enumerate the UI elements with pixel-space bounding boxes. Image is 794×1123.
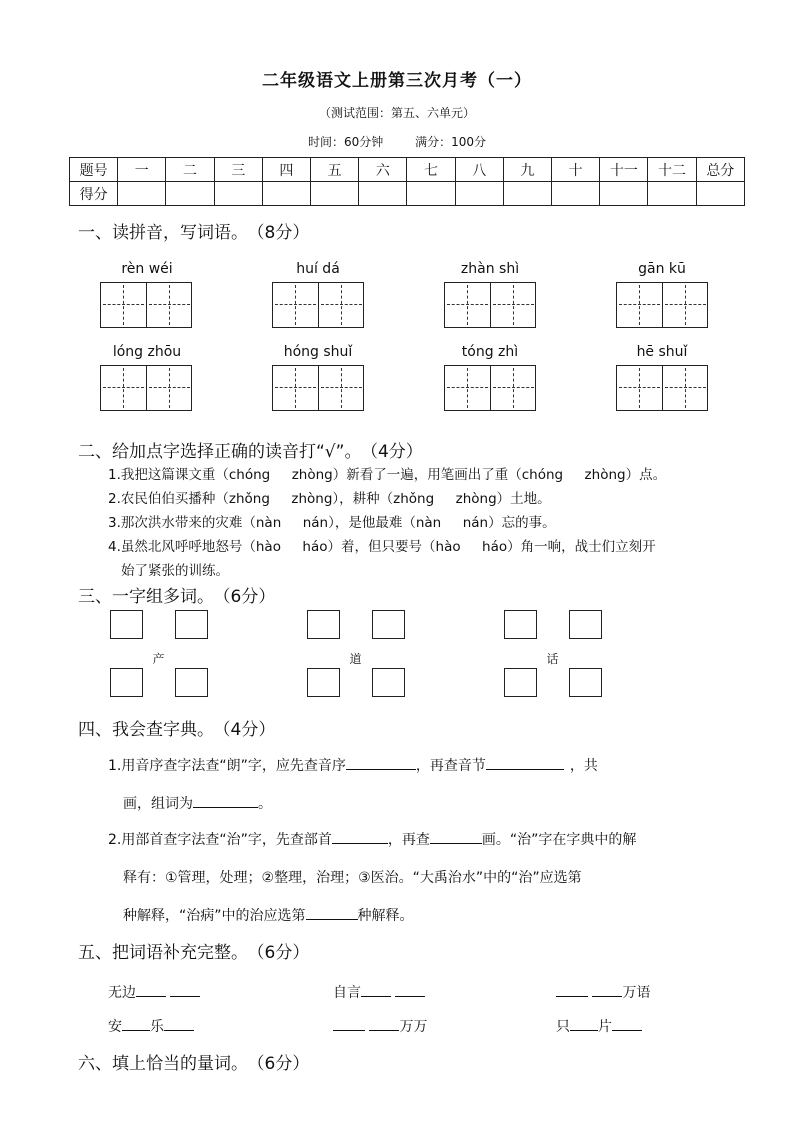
score-cell[interactable] [359, 182, 407, 206]
section-4-points: （4分） [222, 720, 276, 740]
question-text: 画，组词为 [123, 796, 193, 812]
tianzige-writing-box[interactable] [616, 365, 708, 411]
score-header-cell: 六 [359, 158, 407, 182]
answer-blank[interactable] [361, 982, 391, 997]
idiom-fill-item [108, 982, 200, 1002]
section-6-points: （6分） [256, 1054, 310, 1074]
score-header-cell: 十一 [600, 158, 648, 182]
pinyin-label: hóng shuǐ [283, 344, 353, 360]
score-header-cell: 七 [407, 158, 455, 182]
question-text: 。 [258, 796, 272, 812]
score-header-cell: 二 [166, 158, 214, 182]
question-item: 3.那次洪水带来的灾难（nàn nán），是他最难（nàn nán）忘的事。 [108, 515, 556, 531]
score-cell[interactable] [503, 182, 551, 206]
answer-blank[interactable] [332, 829, 388, 844]
answer-blank[interactable] [612, 1016, 642, 1031]
word-blank-box[interactable] [569, 610, 602, 639]
score-header-row [70, 158, 745, 182]
answer-blank[interactable] [122, 1016, 150, 1031]
idiom-text: 自言 [333, 985, 361, 1001]
score-cell[interactable] [407, 182, 455, 206]
score-header-cell: 八 [455, 158, 503, 182]
word-blank-box[interactable] [110, 610, 143, 639]
question-item: 2.农民伯伯买播种（zhǒng zhòng），耕种（zhǒng zhòng）土地。 [108, 491, 551, 507]
word-blank-box[interactable] [372, 610, 405, 639]
time-score-info [0, 133, 794, 150]
tianzige-writing-box[interactable] [272, 282, 364, 328]
score-header-cell: 九 [503, 158, 551, 182]
question-text: 画。“治”字在字典中的解 [481, 832, 637, 848]
pinyin-label: huí dá [296, 261, 340, 277]
answer-blank[interactable] [592, 982, 622, 997]
idiom-text: 只 [556, 1019, 570, 1035]
test-scope: （测试范围：第五、六单元） [318, 106, 475, 120]
score-cell[interactable] [214, 182, 262, 206]
tianzige-writing-box[interactable] [444, 282, 536, 328]
section-1-title: 一、读拼音，写词语。 [78, 223, 248, 243]
answer-blank[interactable] [306, 905, 358, 920]
idiom-fill-item [333, 1016, 427, 1036]
full-score-label: 满分：100分 [415, 135, 486, 149]
tianzige-writing-box[interactable] [616, 282, 708, 328]
answer-blank[interactable] [430, 829, 482, 844]
center-character: 话 [546, 652, 559, 666]
idiom-fill-item [108, 1016, 194, 1036]
question-item: 1.我把这篇课文重（chóng zhòng）新看了一遍，用笔画出了重（chóng zhòng）点。 [108, 467, 667, 483]
question-text: ，共 [569, 758, 598, 774]
pinyin-label: zhàn shì [460, 261, 520, 277]
question-text: 种解释。 [357, 908, 414, 924]
dictionary-question-2 [108, 829, 738, 849]
pinyin-label: tóng zhì [461, 344, 519, 360]
dictionary-question-2-end [123, 905, 414, 925]
answer-blank[interactable] [369, 1016, 399, 1031]
score-cell[interactable] [552, 182, 600, 206]
question-item: 4.虽然北风呼呼地怒号（hào háo）着，但只要号（hào háo）角一响，战士们立刻开 [108, 539, 656, 555]
answer-blank[interactable] [193, 793, 258, 808]
score-cell[interactable] [311, 182, 359, 206]
score-header-cell: 题号 [70, 158, 118, 182]
question-text: ，再查音节 [415, 758, 486, 774]
section-4-heading [78, 715, 275, 740]
score-cell[interactable] [600, 182, 648, 206]
score-header-cell: 十二 [648, 158, 696, 182]
question-text: 种解释，“治病”中的治应选第 [123, 908, 306, 924]
section-2-title: 二、给加点字选择正确的读音打“√”。 [78, 442, 362, 462]
idiom-text: 无边 [108, 985, 136, 1001]
score-header-cell: 总分 [696, 158, 744, 182]
score-header-cell: 一 [118, 158, 166, 182]
score-cell[interactable] [696, 182, 744, 206]
score-header-cell: 三 [214, 158, 262, 182]
question-item-continued: 始了紧张的训练。 [121, 563, 229, 579]
word-blank-box[interactable] [504, 668, 537, 697]
tianzige-writing-box[interactable] [444, 365, 536, 411]
idiom-text: 万万 [399, 1019, 428, 1035]
tianzige-writing-box[interactable] [100, 365, 192, 411]
pinyin-label: gān kū [638, 261, 686, 277]
section-5-points: （6分） [256, 943, 310, 963]
score-table [69, 157, 745, 206]
tianzige-writing-box[interactable] [272, 365, 364, 411]
center-character: 道 [349, 652, 362, 666]
answer-blank[interactable] [486, 755, 564, 770]
section-1-heading [78, 218, 309, 243]
score-header-cell: 五 [311, 158, 359, 182]
score-header-cell: 十 [552, 158, 600, 182]
pinyin-label: rèn wéi [121, 261, 173, 277]
section-2-heading [78, 437, 423, 462]
score-cell[interactable] [455, 182, 503, 206]
answer-blank[interactable] [333, 1016, 365, 1031]
page-title: 二年级语文上册第三次月考（一） [262, 71, 532, 91]
score-cell[interactable] [648, 182, 696, 206]
question-text: 1.用音序查字法查“朗”字，应先查音序 [108, 758, 346, 774]
answer-blank[interactable] [164, 1016, 194, 1031]
score-cell[interactable] [118, 182, 166, 206]
score-cell[interactable] [262, 182, 310, 206]
section-5-title: 五、把词语补充完整。 [78, 943, 248, 963]
center-character: 产 [152, 652, 165, 666]
question-text: ，再查 [387, 832, 430, 848]
word-blank-box[interactable] [110, 668, 143, 697]
word-blank-box[interactable] [175, 610, 208, 639]
section-1-points: （8分） [256, 223, 310, 243]
idiom-text: 安 [108, 1019, 122, 1035]
word-blank-box[interactable] [569, 668, 602, 697]
score-cell[interactable] [166, 182, 214, 206]
time-label: 时间：60分钟 [307, 135, 384, 149]
idiom-fill-item [556, 982, 650, 1002]
idiom-fill-item [333, 982, 425, 1002]
idiom-text: 片 [598, 1019, 612, 1035]
answer-blank[interactable] [136, 982, 166, 997]
word-blank-box[interactable] [372, 668, 405, 697]
answer-blank[interactable] [556, 982, 588, 997]
answer-blank[interactable] [170, 982, 200, 997]
section-6-heading [78, 1049, 309, 1074]
word-blank-box[interactable] [504, 610, 537, 639]
score-row [70, 182, 745, 206]
pinyin-label: hē shuǐ [636, 344, 688, 360]
answer-blank[interactable] [395, 982, 425, 997]
idiom-fill-item [556, 1016, 642, 1036]
section-5-heading [78, 938, 309, 963]
word-blank-box[interactable] [175, 668, 208, 697]
section-3-points: （6分） [222, 587, 276, 607]
tianzige-writing-box[interactable] [100, 282, 192, 328]
question-text: 2.用部首查字法查“治”字，先查部首 [108, 832, 332, 848]
score-header-cell: 四 [262, 158, 310, 182]
section-4-title: 四、我会查字典。 [78, 720, 214, 740]
section-3-heading [78, 582, 275, 607]
idiom-text: 万语 [622, 985, 651, 1001]
word-blank-box[interactable] [307, 610, 340, 639]
dictionary-question-1 [108, 755, 738, 775]
word-blank-box[interactable] [307, 668, 340, 697]
answer-blank[interactable] [346, 755, 416, 770]
score-row-label: 得分 [70, 182, 118, 206]
pinyin-label: lóng zhōu [112, 344, 182, 360]
answer-blank[interactable] [570, 1016, 598, 1031]
idiom-text: 乐 [150, 1019, 164, 1035]
section-2-points: （4分） [369, 442, 423, 462]
dictionary-question-2-continued: 释有：①管理，处理；②整理，治理；③医治。“大禹治水”中的“治”应选第 [123, 870, 582, 886]
section-6-title: 六、填上恰当的量词。 [78, 1054, 248, 1074]
dictionary-question-1-continued [123, 793, 272, 813]
section-3-title: 三、一字组多词。 [78, 587, 214, 607]
